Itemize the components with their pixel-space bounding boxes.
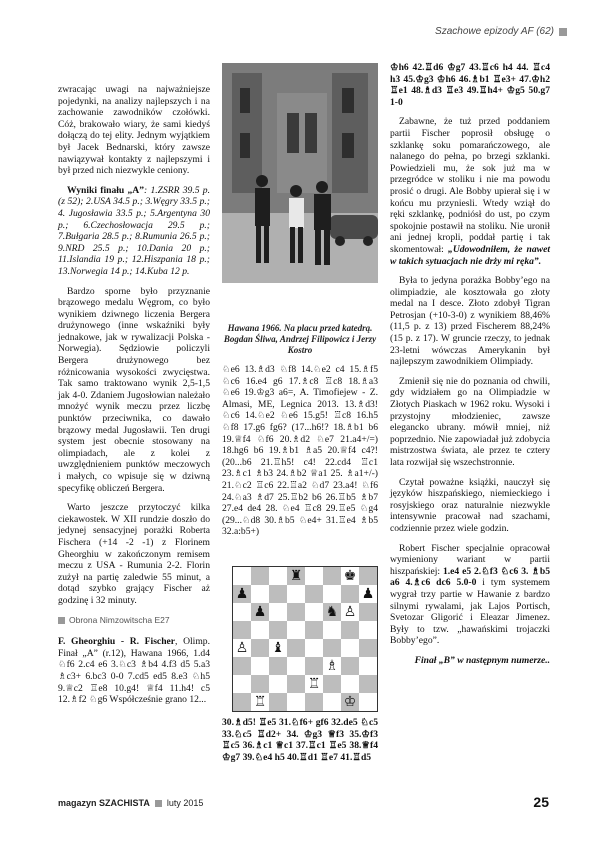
board-square [269, 567, 287, 585]
magazine-name: magazyn SZACHISTA [58, 798, 150, 808]
board-square [269, 603, 287, 621]
header-marker [559, 28, 567, 36]
spanish-moves: 1.e4 e5 2.♘f3 ♘c6 3. ♗b5 a6 4.♗c6 dc6 5.0-0 [390, 565, 550, 589]
opening-label [58, 615, 210, 627]
board-square [305, 603, 323, 621]
board-square [359, 621, 377, 639]
spanish-intro: Robert Fischer specjalnie opracował wymieniony wariant w partii hiszpańskiej: [390, 542, 550, 577]
board-square: ♟ [233, 585, 251, 603]
board-square [269, 693, 287, 711]
board-square [305, 639, 323, 657]
board-square [287, 621, 305, 639]
results-text: : 1.ZSRR 39.5 p. (z 52); 2.USA 34.5 p.; 3.Węgry 33.5 p.; 4. Jugosławia 33.5 p.; 5.Argentyna 30 p.; 6.Czechosłowacja 29.5 p.; 7.Bułgaria 28.5 p.; 8.Rumunia 26.5 p.; 9.NRD 25.5 p.; 10.Dania 20 p.; 11.Islandia 19 p.; 12.Hiszpania 18 p.; 13.Norwegia 14 p.; 14.Kuba 12 p. [58, 184, 210, 277]
board-square [269, 585, 287, 603]
opening-marker [58, 617, 65, 624]
board-square [323, 693, 341, 711]
photo-caption: Hawana 1966. Na placu przed katedrą. Bogdan Śliwa, Andrzej Filipowicz i Jerzy Kostro [223, 323, 377, 355]
game-moves-after-diagram: 30.♗d5! ♖e5 31.♘f6+ gf6 32.de5 ♘c5 33.♘c5 ♖d2+ 34. ♔g3 ♕f3 35.♔f3 ♖c5 36.♗c1 ♕c1 37.♖c1 ♖e5 38.♕f4 ♔g7 39.♘e4 h5 40.♖d1 ♖e7 41.♖d5 [222, 717, 378, 763]
footer-separator [155, 800, 162, 807]
col3-paragraph-4: Czytał poważne książki, nauczył się języków hiszpańskiego, niemieckiego i rosyjskiego oraz naturalnie niezwykle intensywnie pracował nad szachami, codziennie przez wiele godzin. [390, 476, 550, 534]
board-square [287, 639, 305, 657]
spanish-rest: i tym systemem wygrał trzy partie w Hawanie z bardzo silnymi rywalami, jak Lajos Portisch, Svetozar Gligorić i Eleazar Jimenez. Były to tzw. „hawańskimi trojaczki Bobby’ego”. [390, 577, 551, 647]
board-square [251, 585, 269, 603]
board-square [341, 639, 359, 657]
col3-paragraph-1 [390, 116, 550, 267]
board-square [323, 567, 341, 585]
board-square [341, 585, 359, 603]
board-square [233, 675, 251, 693]
page-footer [58, 798, 203, 808]
board-square: ♜ [287, 567, 305, 585]
board-square [359, 693, 377, 711]
board-square [233, 657, 251, 675]
col1-paragraph-4: Warto jeszcze przytoczyć kilka ciekawostek. W XII rundzie doszło do jedynej sensacyjnej porażki Roberta Fischera (+14 -2 -1) z Florinem Gheorghiu w zakończonym remisem meczu z USA - Rumunia 2-2. Florin zużył na partię zaledwie 55 minut, a dotąd szybko grający Fischer aż godzinę i 32 minuty. [58, 502, 210, 606]
board-square: ♙ [233, 639, 251, 657]
board-square [305, 657, 323, 675]
board-square [305, 621, 323, 639]
board-square [233, 621, 251, 639]
board-square [251, 567, 269, 585]
board-square [323, 639, 341, 657]
board-square: ♚ [341, 567, 359, 585]
board-square [233, 693, 251, 711]
board-square [251, 657, 269, 675]
game-continuation: ♘e6 13.♗d3 ♘f8 14.♘e2 c4 15.♗f5 ♘c6 16.e4 g6 17.♗c8 ♖c8 18.♗a3 ♘e6 19.♔g3 a6=, A. Timofiejew - Z. Almasi, ME, Legnica 2013. 13.♗d3! ♘c6 14.♘e2 ♘e6 15.g5! ♖c8 16.h5 ♘f8 17.g6 fg6? (17...h6!? 18.♗b1 b6 19.♕f4 ♘f6 20.♗d2 ♘e7 21.a4+/=) 18.hg6 b6 19.♗b1 ♗a5 20.♕f4 c4?! (20...b6 21.♖h5! c4! 22.cd4 ♖c1 23.♗c1 ♗b3 24.♗b2 ♕a1 25. ♗a1+/-) 21.♘c2 ♖c6 22.♖a2 ♘d7 23.a4! ♘f6 24.♘a3 ♗d7 25.♖b2 b6 26.♖b5 ♗b7 27.e4 de4 28. ♘e4 ♖c8 29.♖e5 ♘g4 (29...♘d8 30.♗b5 ♘e4+ 31.♖e4 ♗b5 32.a:b5+) [222, 364, 378, 538]
board-square: ♟ [359, 585, 377, 603]
col1-paragraph-1: zwracając uwagi na najważniejsze pojedynki, na analizy najlepszych i na zachowanie zawodników czołówki. Cóż, brakowało wiary, że sami kiedyś dołączą do tej elity. Jednym wyjątkiem był Jacek Bednarski, który zawsze nawiązywał kontakty z najlepszymi i był przed nich niezwykle ceniony. [58, 84, 210, 177]
board-square [359, 639, 377, 657]
board-square [359, 657, 377, 675]
opening-name: Obrona Nimzowitscha E27 [69, 614, 170, 625]
game-players: F. Gheorghiu - R. Fischer [58, 636, 176, 648]
photo-illustration [222, 63, 378, 283]
issue-date: luty 2015 [166, 798, 204, 808]
board-square [323, 621, 341, 639]
photo-havana-1966 [222, 63, 378, 283]
board-square: ♔ [341, 693, 359, 711]
board-square: ♟ [251, 603, 269, 621]
board-square [287, 657, 305, 675]
fischer-quote: „Udowodniłem, że nawet w takich sytuacjach nie drży mi ręka”. [390, 243, 550, 267]
board-square [305, 585, 323, 603]
board-square [233, 603, 251, 621]
game-final-moves: ♔h6 42.♖d6 ♔g7 43.♖c6 h4 44. ♖c4 h3 45.♔g3 ♔h6 46.♗b1 ♖e3+ 47.♔h2 ♖e1 48.♗d3 ♖e3 49.♖h4+ ♔g5 50.g7 1-0 [390, 62, 550, 108]
board-square: ♗ [323, 657, 341, 675]
board-square [287, 585, 305, 603]
orange-juice-story: Zabawne, że tuż przed poddaniem partii Fischer poprosił obsługę o szklankę soku pomarańczowego, ale nalanego do pełna, po brzegi szklanki. Powiedzieli mu, że sok już ma w przegródce w stoliku i nie ma powodu prosić o drugi. Ale Bobby upierał się i w końcu mu przyniesli. Wtedy wziął do ręki szklankę, podniósł do ust, po czym spokojnie postawił na stoliku. Nie uronił ani jednej kropli, poddał partię i tak skomentował: [390, 116, 550, 255]
board-square [359, 603, 377, 621]
game-header [58, 636, 210, 706]
board-square [341, 675, 359, 693]
board-square [341, 657, 359, 675]
board-square: ♞ [323, 603, 341, 621]
board-square [287, 603, 305, 621]
board-square [269, 621, 287, 639]
column-1 [58, 84, 210, 714]
column-3 [390, 62, 550, 675]
board-square: ♖ [305, 675, 323, 693]
board-square [269, 657, 287, 675]
col3-paragraph-2: Była to jedyna porażka Bobby’ego na olimpiadzie, ale kosztowała go złoty medal na I desce. Złoto zdobył Tigran Petrosjan (+10-3-0) z wynikiem 88,46% (11,5 p. z 13) przed Fischerem 88,24% (15 p. z 17). W gruncie rzeczy, to jednak 23-letni wówczas Amerykanin był najlepszym zawodnikiem Olimpiady. [390, 275, 550, 368]
page-number: 25 [533, 794, 549, 810]
results-label: Wyniki finału „A” [67, 184, 145, 196]
board-square [359, 675, 377, 693]
closing-note: Finał „B” w następnym numerze.. [414, 654, 550, 666]
board-square: ♙ [341, 603, 359, 621]
board-square [251, 639, 269, 657]
board-square [287, 675, 305, 693]
col3-paragraph-5 [390, 543, 550, 647]
board-square [341, 621, 359, 639]
board-square [269, 675, 287, 693]
chess-diagram [232, 566, 378, 712]
board-square [251, 621, 269, 639]
column-2-moves [222, 364, 378, 546]
board-square [251, 675, 269, 693]
column-2-after-board [222, 717, 378, 771]
results-paragraph [58, 185, 210, 278]
game-moves: , Olimp. Finał „A” (r.12), Hawana 1966, 1.d4 ♘f6 2.c4 e6 3.♘c3 ♗b4 4.f3 d5 5.a3 ♗c3+ 6.bc3 0-0 7.cd5 ed5 8.e3 ♘h5 9.♕c2 ♖e8 10.g4! ♕f4 11.h4! c5 12.♗f2 ♘g6 Współcześnie grano 12... [58, 636, 210, 706]
board-square [359, 567, 377, 585]
board-square [323, 675, 341, 693]
col1-paragraph-3: Bardzo sporne było przyznanie brązowego medalu Węgrom, co było wynikiem dziwnego liczenia Bergera drużynowego (inne wskaźniki były jednakowe, jak w rywalizacji Polska - Norwegia). Sędziowie policzyli Bergera drużynowego bez różnicowania wysokości zwycięstwa. Tak samo traktowano wynik 2,5-1,5 jak 4-0. Zdaniem Jugosłowian należało mnożyć wynik meczu przez liczbę punktów przeciwnika, co dawało brązowy medal Jugosławii. Ten drugi system jest obecnie stosowany na olimpiadach, ale z kolei z uwzględnieniem punktów meczowych i małych, co wpisuje się w dziwną specyfikę obliczeń Bergera. [58, 285, 210, 494]
board-square [305, 567, 323, 585]
board-square [287, 693, 305, 711]
header-title: Szachowe epizody AF (62) [435, 26, 554, 37]
col3-paragraph-3: Zmienił się nie do poznania od chwili, gdy widziałem go na Olimpiadzie w Złotych Piaskach w 1962 roku. Wysoki i przystojny młodzieniec, zawsze elegancko ubrany. mówił mniej, niż poprzednio. Nie zapowiadał już zdobycia mistrzostwa świata, ale przez te cztery lata rozwijał się wszechstronnie. [390, 375, 550, 468]
board-square: ♖ [251, 693, 269, 711]
page-header [435, 26, 567, 37]
board-square [233, 567, 251, 585]
board-square: ♝ [269, 639, 287, 657]
board-square [323, 585, 341, 603]
board-square [305, 693, 323, 711]
